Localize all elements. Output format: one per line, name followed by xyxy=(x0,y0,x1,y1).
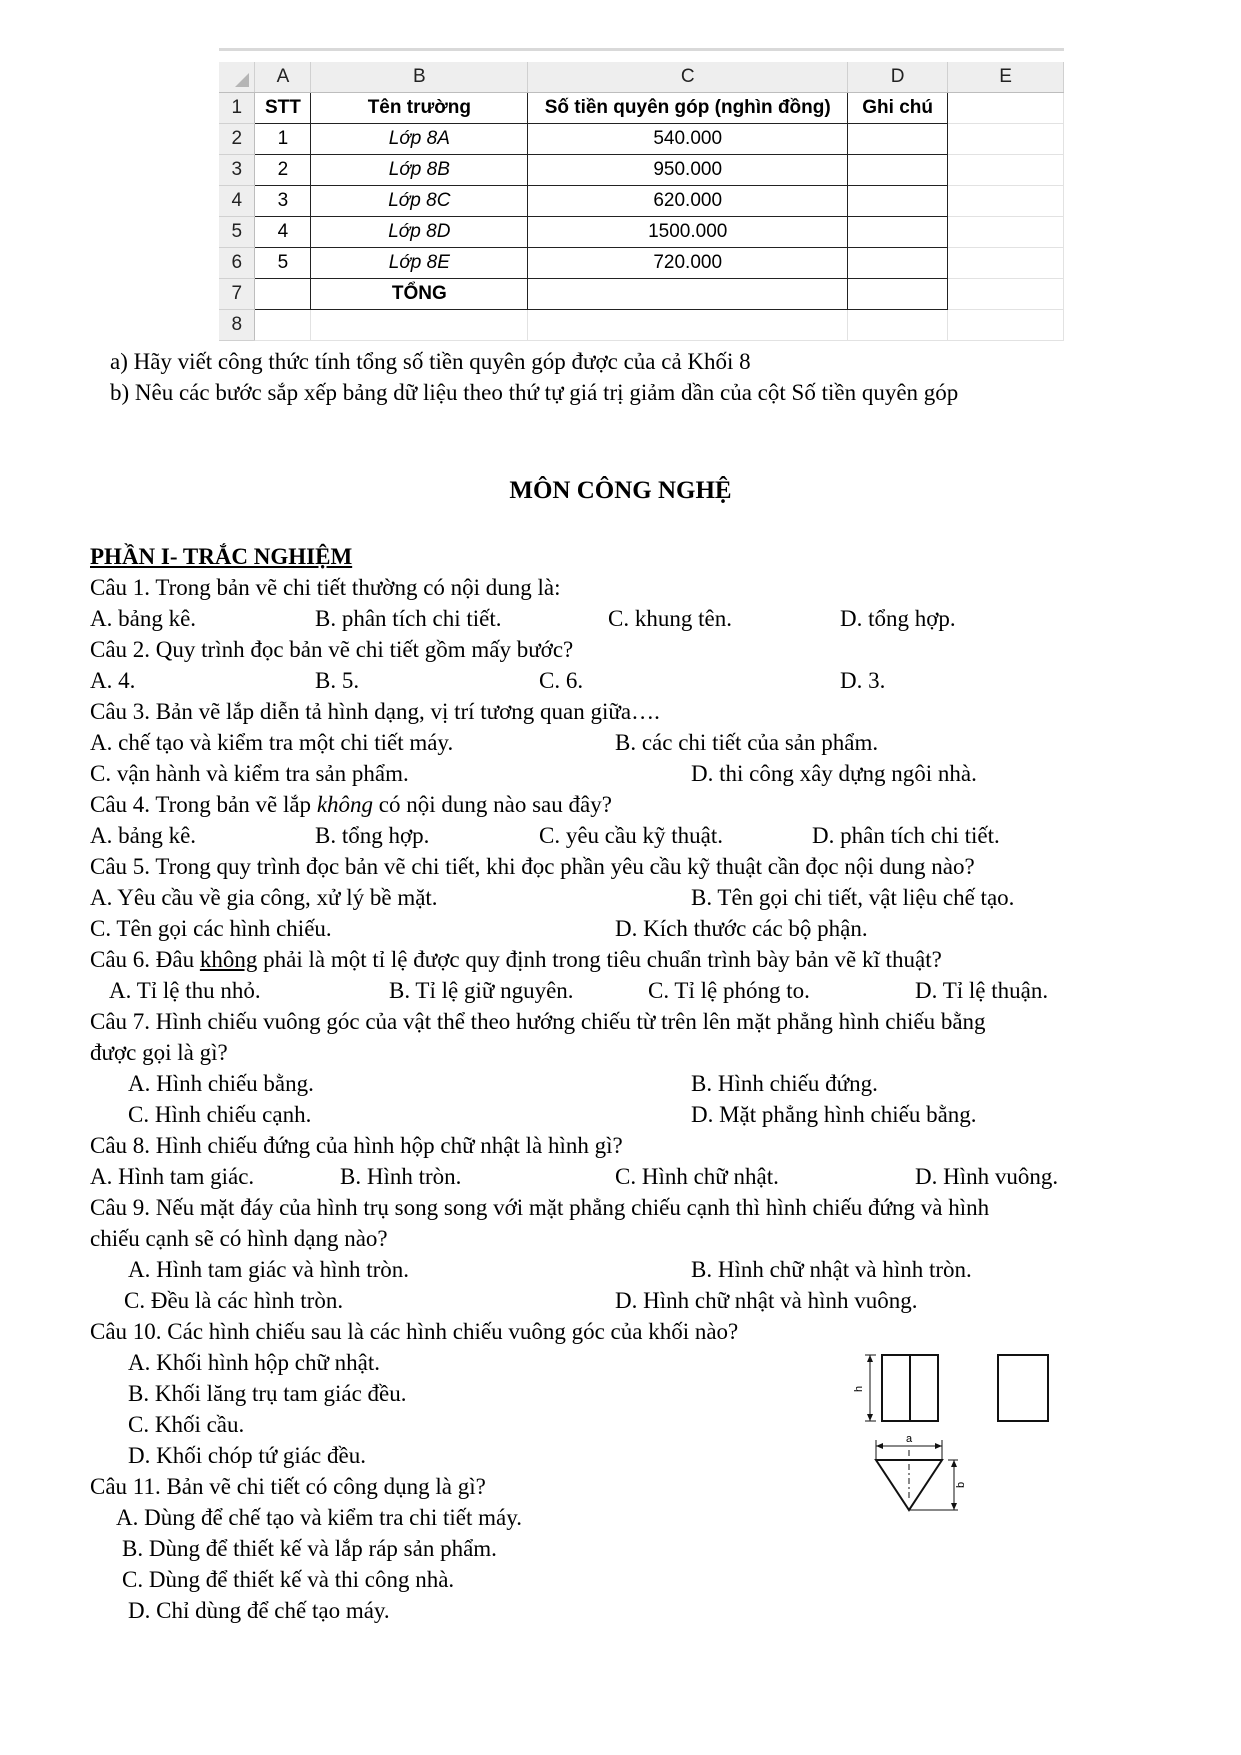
task-b: b) Nêu các bước sắp xếp bảng dữ liệu theo thứ tự giá trị giảm dần của cột Số tiền quyên góp xyxy=(110,380,959,405)
q6-option-c: C. Tỉ lệ phóng to. xyxy=(648,978,810,1003)
row-number[interactable]: 1 xyxy=(219,93,255,124)
cell-note[interactable] xyxy=(848,217,948,248)
col-header-d[interactable]: D xyxy=(848,62,948,93)
q2-option-b: B. 5. xyxy=(315,668,360,693)
cell-total-label[interactable]: TỔNG xyxy=(311,279,528,310)
sheet-grid xyxy=(219,62,1064,341)
cell-amount[interactable]: 540.000 xyxy=(528,124,848,155)
col-header-e[interactable]: E xyxy=(948,62,1064,93)
row-number[interactable]: 2 xyxy=(219,124,255,155)
q1-option-d: D. tổng hợp. xyxy=(840,606,956,631)
cell-amount[interactable]: 1500.000 xyxy=(528,217,848,248)
q9-option-d: D. Hình chữ nhật và hình vuông. xyxy=(615,1288,918,1313)
question-5: Câu 5. Trong quy trình đọc bản vẽ chi tiết, khi đọc phần yêu cầu kỹ thuật cần đọc nội dung nào? xyxy=(90,854,975,879)
q7-option-c: C. Hình chiếu cạnh. xyxy=(128,1102,312,1127)
row-number[interactable]: 3 xyxy=(219,155,255,186)
table-row xyxy=(219,310,1064,341)
col-header-a[interactable]: A xyxy=(255,62,311,93)
task-a: a) Hãy viết công thức tính tổng số tiền quyên góp được của cả Khối 8 xyxy=(110,349,751,374)
q8-option-c: C. Hình chữ nhật. xyxy=(615,1164,779,1189)
cell-note[interactable] xyxy=(848,155,948,186)
q5-option-a: A. Yêu cầu về gia công, xử lý bề mặt. xyxy=(90,885,438,910)
dim-label-b: b xyxy=(955,1481,967,1488)
table-row xyxy=(219,217,1064,248)
cell-amount[interactable]: 950.000 xyxy=(528,155,848,186)
table-row xyxy=(219,124,1064,155)
q8-option-a: A. Hình tam giác. xyxy=(90,1164,255,1189)
cell-stt[interactable]: 2 xyxy=(255,155,311,186)
q7-option-b: B. Hình chiếu đứng. xyxy=(691,1071,878,1096)
question-8: Câu 8. Hình chiếu đứng của hình hộp chữ nhật là hình gì? xyxy=(90,1133,623,1158)
cell-class[interactable]: Lớp 8A xyxy=(311,124,528,155)
q8-option-d: D. Hình vuông. xyxy=(915,1164,1059,1189)
q5-option-d: D. Kích thước các bộ phận. xyxy=(615,916,868,941)
question-1: Câu 1. Trong bản vẽ chi tiết thường có nội dung là: xyxy=(90,575,561,600)
question-3: Câu 3. Bản vẽ lắp diễn tả hình dạng, vị trí tương quan giữa…. xyxy=(90,699,660,724)
cell-header-note[interactable]: Ghi chú xyxy=(848,93,948,124)
q10-option-a: A. Khối hình hộp chữ nhật. xyxy=(128,1350,381,1375)
q2-option-d: D. 3. xyxy=(840,668,886,693)
cell-amount[interactable]: 620.000 xyxy=(528,186,848,217)
q11-option-b: B. Dùng để thiết kế và lắp ráp sản phẩm. xyxy=(122,1536,497,1561)
section-title: PHẦN I- TRẮC NGHIỆM xyxy=(90,544,353,569)
q6-option-b: B. Tỉ lệ giữ nguyên. xyxy=(389,978,574,1003)
cell-stt[interactable]: 4 xyxy=(255,217,311,248)
cell-class[interactable]: Lớp 8B xyxy=(311,155,528,186)
cell-class[interactable]: Lớp 8E xyxy=(311,248,528,279)
cell-stt[interactable]: 3 xyxy=(255,186,311,217)
row-number[interactable]: 5 xyxy=(219,217,255,248)
q5-option-b: B. Tên gọi chi tiết, vật liệu chế tạo. xyxy=(691,885,1015,910)
cell-empty[interactable] xyxy=(311,310,528,341)
col-header-b[interactable]: B xyxy=(311,62,528,93)
question-9-line-2: chiếu cạnh sẽ có hình dạng nào? xyxy=(90,1226,388,1251)
q4-option-c: C. yêu cầu kỹ thuật. xyxy=(539,823,723,848)
question-7-line-1: Câu 7. Hình chiếu vuông góc của vật thể theo hướng chiếu từ trên lên mặt phẳng hình chiếu bằng xyxy=(90,1009,986,1034)
cell-class[interactable]: Lớp 8D xyxy=(311,217,528,248)
cell-header-school[interactable]: Tên trường xyxy=(311,93,528,124)
column-header-row xyxy=(219,62,1064,93)
cell-empty[interactable] xyxy=(255,310,311,341)
q4-text-pre: Câu 4. Trong bản vẽ lắp xyxy=(90,792,317,817)
question-9-line-1: Câu 9. Nếu mặt đáy của hình trụ song song với mặt phẳng chiếu cạnh thì hình chiếu đứng và hình xyxy=(90,1195,990,1220)
q9-option-c: C. Đều là các hình tròn. xyxy=(124,1288,344,1313)
question-6 xyxy=(90,946,942,974)
cell-empty[interactable] xyxy=(848,310,948,341)
cell-note[interactable] xyxy=(848,279,948,310)
q2-option-a: A. 4. xyxy=(90,668,136,693)
row-number[interactable]: 7 xyxy=(219,279,255,310)
q6-text-pre: Câu 6. Đâu xyxy=(90,947,200,972)
row-number[interactable]: 6 xyxy=(219,248,255,279)
cell-note[interactable] xyxy=(848,186,948,217)
q6-option-a: A. Tỉ lệ thu nhỏ. xyxy=(109,978,261,1003)
q3-option-b: B. các chi tiết của sản phẩm. xyxy=(615,730,879,755)
cell-empty[interactable] xyxy=(948,93,1064,124)
cell-empty[interactable] xyxy=(948,217,1064,248)
q4-text-emphasis: không xyxy=(316,792,374,817)
q4-text-post: có nội dung nào sau đây? xyxy=(373,792,612,817)
cell-note[interactable] xyxy=(848,248,948,279)
q1-option-a: A. bảng kê. xyxy=(90,606,197,631)
q1-option-b: B. phân tích chi tiết. xyxy=(315,606,502,631)
q4-option-d: D. phân tích chi tiết. xyxy=(812,823,1000,848)
q9-option-a: A. Hình tam giác và hình tròn. xyxy=(128,1257,410,1282)
projection-figure xyxy=(848,1350,1064,1530)
sheet-top-border xyxy=(219,48,1064,51)
q10-option-d: D. Khối chóp tứ giác đều. xyxy=(128,1443,366,1468)
q1-option-c: C. khung tên. xyxy=(608,606,732,631)
q2-option-c: C. 6. xyxy=(539,668,584,693)
cell-stt[interactable] xyxy=(255,279,311,310)
cell-empty[interactable] xyxy=(948,186,1064,217)
q5-option-c: C. Tên gọi các hình chiếu. xyxy=(90,916,332,941)
cell-note[interactable] xyxy=(848,124,948,155)
cell-stt[interactable]: 5 xyxy=(255,248,311,279)
q11-option-d: D. Chỉ dùng để chế tạo máy. xyxy=(128,1598,390,1623)
question-2: Câu 2. Quy trình đọc bản vẽ chi tiết gồm mấy bước? xyxy=(90,637,574,662)
cell-class[interactable]: Lớp 8C xyxy=(311,186,528,217)
cell-header-amount[interactable]: Số tiền quyên góp (nghìn đồng) xyxy=(528,93,848,124)
table-row xyxy=(219,186,1064,217)
question-11: Câu 11. Bản vẽ chi tiết có công dụng là gì? xyxy=(90,1474,486,1499)
q11-option-a: A. Dùng để chế tạo và kiểm tra chi tiết máy. xyxy=(116,1505,522,1530)
question-10: Câu 10. Các hình chiếu sau là các hình chiếu vuông góc của khối nào? xyxy=(90,1319,739,1344)
side-view-rect xyxy=(998,1355,1048,1421)
row-number[interactable]: 4 xyxy=(219,186,255,217)
table-row xyxy=(219,279,1064,310)
q7-option-d: D. Mặt phẳng hình chiếu bằng. xyxy=(691,1102,977,1127)
col-header-c[interactable]: C xyxy=(528,62,848,93)
cell-empty[interactable] xyxy=(948,279,1064,310)
q6-text-post: phải là một tỉ lệ được quy định trong tiêu chuẩn trình bày bản vẽ kĩ thuật? xyxy=(257,947,942,972)
spreadsheet xyxy=(219,48,1064,346)
q10-option-c: C. Khối cầu. xyxy=(128,1412,245,1437)
q6-text-emphasis: không xyxy=(199,947,258,972)
q9-option-b: B. Hình chữ nhật và hình tròn. xyxy=(691,1257,972,1282)
cell-empty[interactable] xyxy=(948,248,1064,279)
row-number[interactable]: 8 xyxy=(219,310,255,341)
q3-option-d: D. thi công xây dựng ngôi nhà. xyxy=(691,761,977,786)
q3-option-c: C. vận hành và kiểm tra sản phẩm. xyxy=(90,761,409,786)
q10-option-b: B. Khối lăng trụ tam giác đều. xyxy=(128,1381,407,1406)
q6-option-d: D. Tỉ lệ thuận. xyxy=(915,978,1049,1003)
q11-option-c: C. Dùng để thiết kế và thi công nhà. xyxy=(122,1567,455,1592)
table-row xyxy=(219,155,1064,186)
cell-empty[interactable] xyxy=(948,124,1064,155)
q8-option-b: B. Hình tròn. xyxy=(340,1164,462,1189)
cell-amount[interactable]: 720.000 xyxy=(528,248,848,279)
q4-option-b: B. tổng hợp. xyxy=(315,823,430,848)
select-all-corner[interactable] xyxy=(219,62,255,93)
q4-option-a: A. bảng kê. xyxy=(90,823,197,848)
q7-option-a: A. Hình chiếu bằng. xyxy=(128,1071,314,1096)
subject-title: MÔN CÔNG NGHỆ xyxy=(509,477,732,504)
table-row xyxy=(219,248,1064,279)
cell-header-stt[interactable]: STT xyxy=(255,93,311,124)
cell-total-amount[interactable] xyxy=(528,279,848,310)
dim-label-h: h xyxy=(853,1385,865,1392)
table-row xyxy=(219,93,1064,124)
cell-empty[interactable] xyxy=(948,155,1064,186)
question-4 xyxy=(90,791,612,819)
cell-empty[interactable] xyxy=(528,310,848,341)
dim-label-a: a xyxy=(906,1433,913,1445)
q3-option-a: A. chế tạo và kiểm tra một chi tiết máy. xyxy=(90,730,454,755)
cell-stt[interactable]: 1 xyxy=(255,124,311,155)
question-7-line-2: được gọi là gì? xyxy=(90,1040,228,1065)
cell-empty[interactable] xyxy=(948,310,1064,341)
